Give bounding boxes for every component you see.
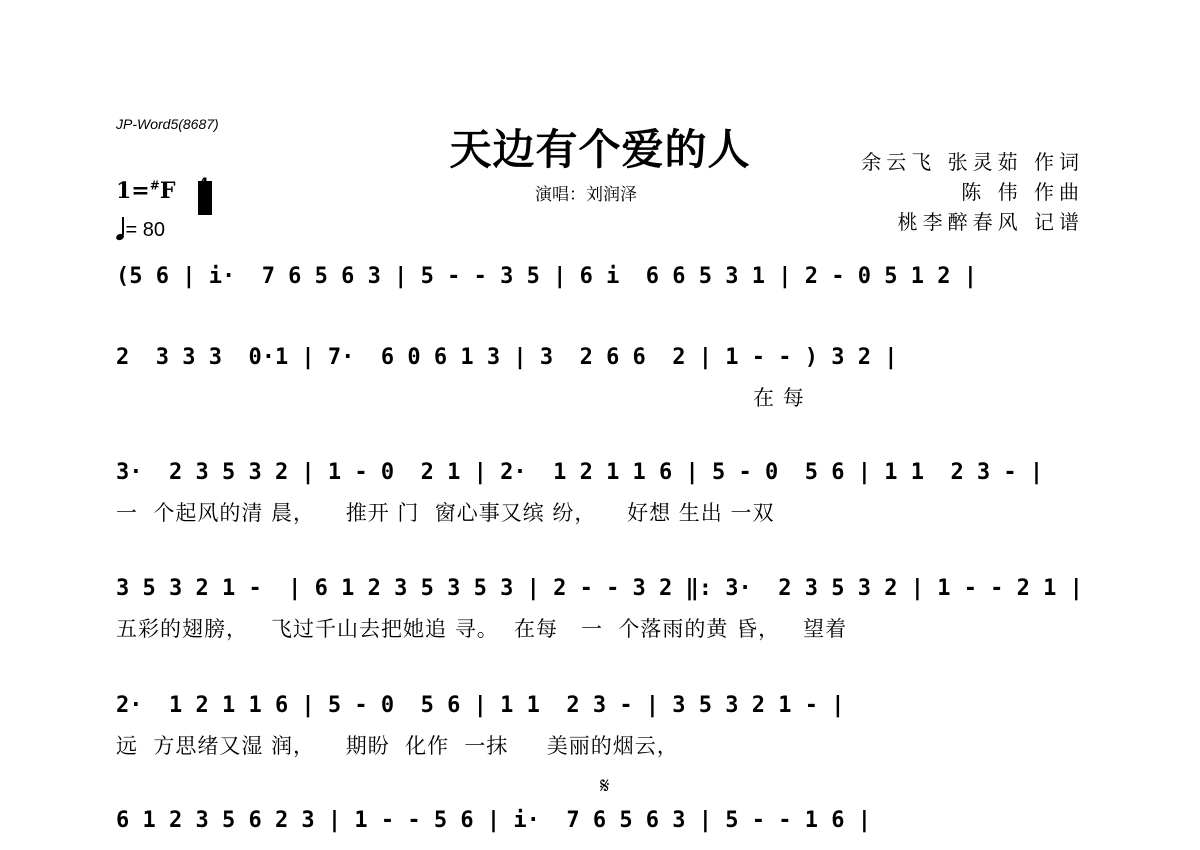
note-stem — [122, 217, 124, 235]
notation-line: 2· 1 2 1 1 6 | 5 - 0 5 6 | 1 1 2 3 - | 3 5 3 2 1 - | — [116, 693, 845, 718]
segno-sign: 𝄋 — [600, 774, 610, 799]
staff-line-6 — [116, 801, 1090, 841]
key-prefix: 1= — [116, 178, 150, 204]
key-note: F — [159, 178, 176, 204]
notation-line: 3· 2 3 5 3 2 | 1 - 0 2 1 | 2· 1 2 1 1 6 | 5 - 0 5 6 | 1 1 2 3 - | — [116, 460, 1044, 485]
composer-credit: 陈 伟 作曲 — [961, 180, 1084, 204]
time-fraction-bar — [198, 181, 212, 215]
credits-block — [861, 147, 1084, 237]
software-watermark: JP-Word5(8687) — [116, 116, 219, 132]
lyric-line: 一 个起风的清 晨， 推开 门 窗心事又缤 纷， 好想 生出 一双 — [116, 501, 775, 525]
tempo-marking — [116, 218, 165, 242]
notation-line: (5 6 | i· 7 6 5 6 3 | 5 - - 3 5 | 6 i 6 6 5 3 1 | 2 - 0 5 1 2 | — [116, 264, 977, 289]
notation-line: 6 1 2 3 5 6 2 3 | 1 - - 5 6 | i· 7 6 5 6 3 | 5 - - 1 6 | — [116, 808, 871, 833]
staff-line-1 — [116, 257, 1090, 297]
lyric-line: 远 方思绪又湿 润， 期盼 化作 一抹 美丽的烟云， — [116, 734, 679, 758]
staff-line-5 — [116, 686, 1090, 758]
tempo-value: = 80 — [125, 219, 165, 241]
sharp-sign: # — [149, 178, 160, 193]
staff-line-4 — [116, 569, 1090, 641]
notation-line: 3 5 3 2 1 - | 6 1 2 3 5 3 5 3 | 2 - - 3 2 ‖: 3· 2 3 5 3 2 | 1 - - 2 1 | — [116, 576, 1083, 601]
staff-line-3 — [116, 453, 1090, 525]
notation-line: 2 3 3 3 0·1 | 7· 6 0 6 1 3 | 3 2 6 6 2 | 1 - - ) 3 2 | — [116, 345, 898, 370]
lyricist-credit: 余云飞 张灵茹 作词 — [861, 150, 1084, 174]
song-title: 天边有个爱的人 — [449, 125, 751, 174]
staff-line-2 — [116, 338, 1090, 410]
singer-credit: 演唱：刘润泽 — [535, 185, 637, 205]
lyric-line: 在 每 — [116, 386, 805, 410]
transcriber-credit: 桃李醉春风 记谱 — [897, 210, 1084, 234]
lyric-line: 五彩的翅膀， 飞过千山去把她追 寻。 在每 一 个落雨的黄 昏， 望着 — [116, 617, 848, 641]
key-signature — [116, 178, 175, 204]
time-signature — [198, 176, 209, 208]
